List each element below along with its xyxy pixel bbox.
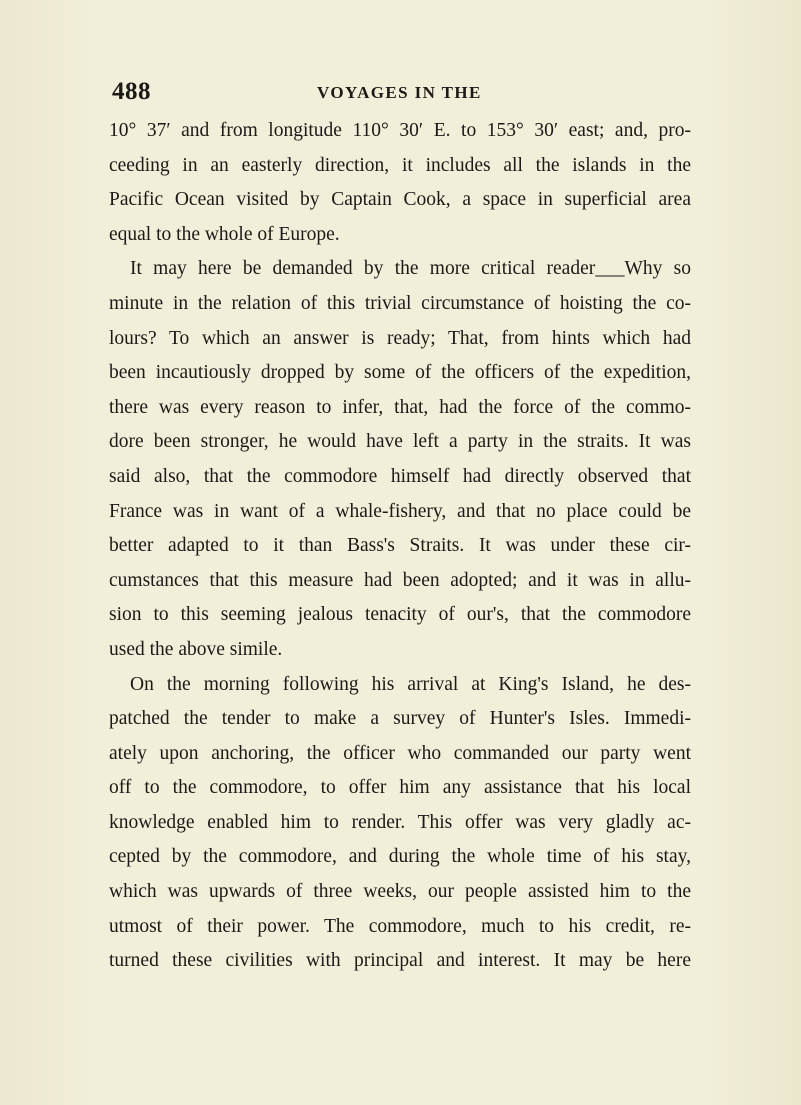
text-line: 10° 37′ and from longitude 110° 30′ E. to 153° 30′ east; and, pro- xyxy=(109,120,691,141)
text-line: ately upon anchoring, the officer who commanded our party went xyxy=(109,742,691,764)
page-header xyxy=(109,78,691,108)
text-line: turned these civilities with principal and interest. It may be here xyxy=(109,950,691,972)
text-line: patched the tender to make a survey of Hunter's Isles. Immedi- xyxy=(109,708,691,730)
text-line: It may here be demanded by the more critical reader___Why so xyxy=(130,258,691,280)
text-line: dore been stronger, he would have left a party in the straits. It was xyxy=(109,431,691,453)
text-line: utmost of their power. The commodore, much to his credit, re- xyxy=(109,915,691,937)
text-line: cepted by the commodore, and during the whole time of his stay, xyxy=(109,846,691,868)
text-line: France was in want of a whale-fishery, and that no place could be xyxy=(109,500,691,522)
text-line: better adapted to it than Bass's Straits. It was under these cir- xyxy=(109,535,691,557)
text-line: On the morning following his arrival at King's Island, he des- xyxy=(130,673,691,695)
text-line: off to the commodore, to offer him any assistance that his local xyxy=(109,777,691,799)
text-line: cumstances that this measure had been adopted; and it was in allu- xyxy=(109,569,691,591)
text-line: used the above simile. xyxy=(109,638,283,660)
text-line: ceeding in an easterly direction, it includes all the islands in the xyxy=(109,154,691,176)
text-line: said also, that the commodore himself had directly observed that xyxy=(109,465,691,487)
text-line: knowledge enabled him to render. This offer was very gladly ac- xyxy=(109,811,691,833)
running-head: VOYAGES IN THE xyxy=(317,83,482,102)
body-text xyxy=(109,114,691,979)
text-line: which was upwards of three weeks, our people assisted him to the xyxy=(109,881,691,903)
text-line: there was every reason to infer, that, had the force of the commo- xyxy=(109,396,691,418)
text-line: equal to the whole of Europe. xyxy=(109,223,340,245)
page-number: 488 xyxy=(112,78,151,105)
text-line: lours? To which an answer is ready; That, from hints which had xyxy=(109,327,691,349)
text-line: been incautiously dropped by some of the officers of the expedition, xyxy=(109,362,691,384)
text-line: sion to this seeming jealous tenacity of our's, that the commodore xyxy=(109,604,691,626)
text-line: Pacific Ocean visited by Captain Cook, a space in superficial area xyxy=(109,189,691,211)
text-line: minute in the relation of this trivial circumstance of hoisting the co- xyxy=(109,292,691,314)
